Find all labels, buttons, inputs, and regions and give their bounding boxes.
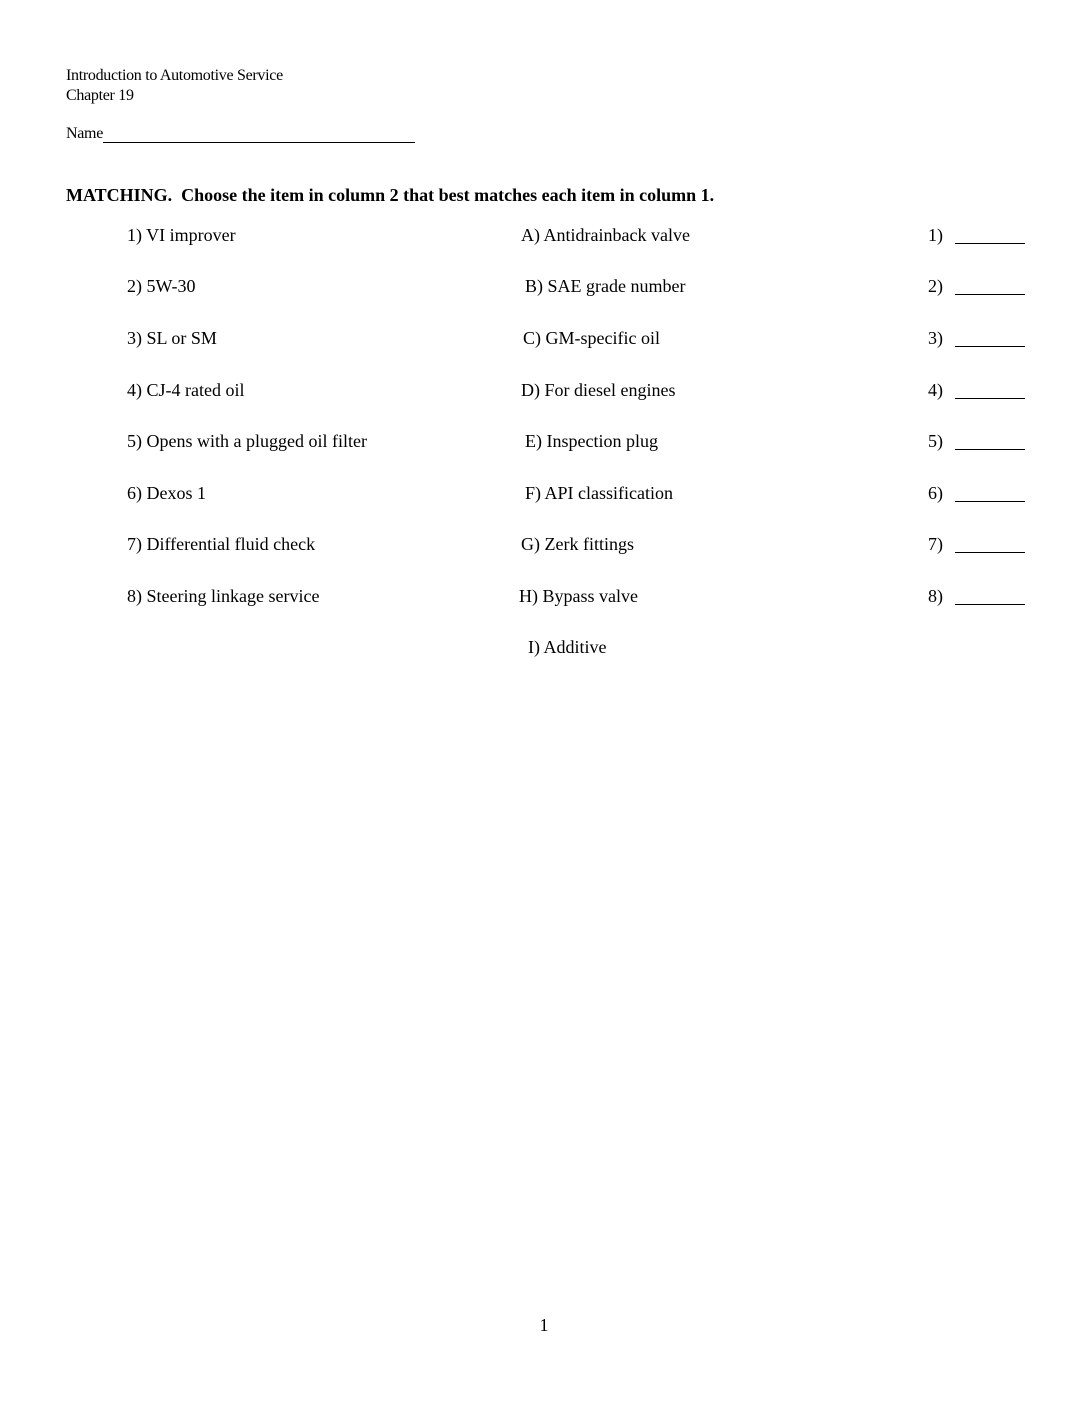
answer-row [928, 275, 1025, 297]
answer-blank[interactable] [955, 551, 1025, 553]
answer-blank[interactable] [955, 293, 1025, 295]
answer-row [928, 585, 1025, 607]
answer-row [928, 379, 1025, 401]
name-label: Name [66, 125, 104, 142]
answer-number: 4) [928, 380, 943, 400]
chapter-label: Chapter 19 [66, 87, 134, 104]
column2-item: F) API classification [525, 483, 673, 503]
answer-number: 6) [928, 483, 943, 503]
column1-item: 8) Steering linkage service [127, 586, 320, 606]
column2-item: G) Zerk fittings [521, 534, 634, 554]
answer-number: 2) [928, 276, 943, 296]
name-blank-line[interactable] [103, 141, 415, 143]
answer-row [928, 430, 1025, 452]
answer-blank[interactable] [955, 603, 1025, 605]
answer-number: 5) [928, 431, 943, 451]
column1-item: 5) Opens with a plugged oil filter [127, 431, 367, 451]
column2-item: H) Bypass valve [519, 586, 638, 606]
column1-item: 1) VI improver [127, 225, 236, 245]
answer-number: 3) [928, 328, 943, 348]
column2-item: E) Inspection plug [525, 431, 658, 451]
answer-blank[interactable] [955, 500, 1025, 502]
answer-blank[interactable] [955, 448, 1025, 450]
name-field [66, 124, 415, 144]
answer-number: 8) [928, 586, 943, 606]
column1-item: 7) Differential fluid check [127, 534, 316, 554]
column1-item: 3) SL or SM [127, 328, 217, 348]
column2-item: C) GM-specific oil [523, 328, 660, 348]
answer-blank[interactable] [955, 345, 1025, 347]
matching-instructions: MATCHING. Choose the item in column 2 that best matches each item in column 1. [66, 185, 715, 205]
answer-blank[interactable] [955, 242, 1025, 244]
answer-blank[interactable] [955, 397, 1025, 399]
column2-item: I) Additive [528, 637, 607, 657]
column1-item: 4) CJ-4 rated oil [127, 380, 245, 400]
column2-item: D) For diesel engines [521, 380, 676, 400]
column1-item: 6) Dexos 1 [127, 483, 206, 503]
answer-row [928, 327, 1025, 349]
column2-item: B) SAE grade number [525, 276, 686, 296]
answer-number: 1) [928, 225, 943, 245]
answer-number: 7) [928, 534, 943, 554]
column2-item: A) Antidrainback valve [521, 225, 690, 245]
column1-item: 2) 5W-30 [127, 276, 196, 296]
answer-row [928, 482, 1025, 504]
course-title: Introduction to Automotive Service [66, 67, 283, 84]
answer-row [928, 224, 1025, 246]
answer-row [928, 533, 1025, 555]
page-number: 1 [539, 1315, 549, 1335]
